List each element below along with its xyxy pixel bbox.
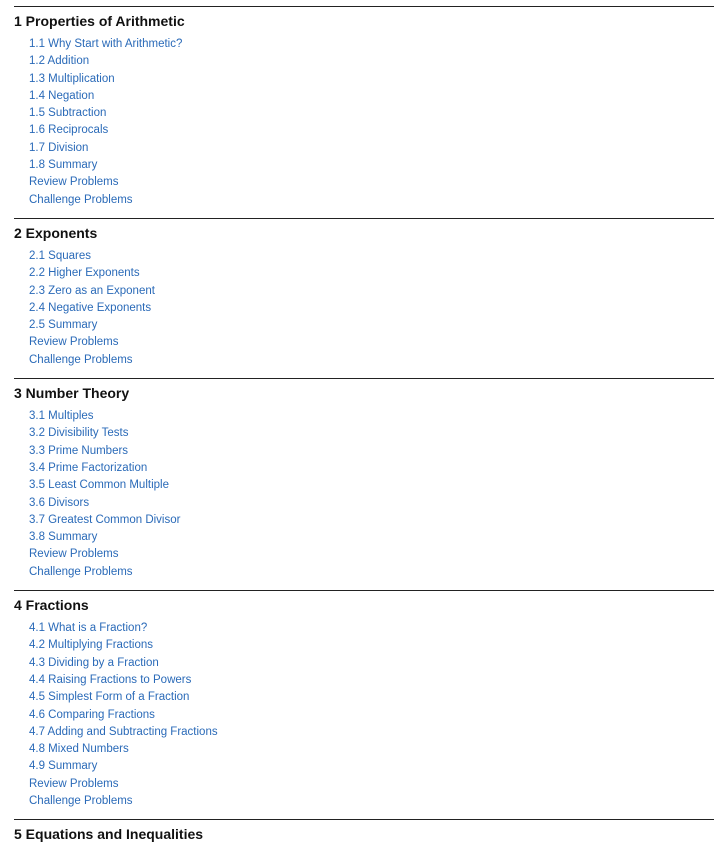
list-item — [29, 477, 714, 494]
list-item — [29, 564, 714, 581]
list-item — [29, 265, 714, 282]
list-item — [29, 443, 714, 460]
section-link[interactable]: 2.5 Summary — [29, 319, 98, 332]
section-link[interactable]: Challenge Problems — [29, 353, 133, 366]
section-link[interactable]: 4.7 Adding and Subtracting Fractions — [29, 725, 218, 738]
list-item — [29, 105, 714, 122]
section-link[interactable]: 2.2 Higher Exponents — [29, 267, 140, 280]
chapter — [14, 6, 714, 209]
list-item — [29, 140, 714, 157]
section-link[interactable]: 3.3 Prime Numbers — [29, 444, 129, 457]
section-link[interactable]: 4.4 Raising Fractions to Powers — [29, 673, 192, 686]
chapter-title: 5 Equations and Inequalities — [14, 826, 204, 843]
section-link[interactable]: 1.5 Subtraction — [29, 107, 107, 120]
section-link[interactable]: 1.8 Summary — [29, 159, 98, 172]
list-item — [29, 637, 714, 654]
section-link[interactable]: 4.6 Comparing Fractions — [29, 708, 155, 721]
section-link[interactable]: 1.6 Reciprocals — [29, 124, 109, 137]
section-link[interactable]: Challenge Problems — [29, 565, 133, 578]
list-item — [29, 317, 714, 334]
list-item — [29, 776, 714, 793]
section-link[interactable]: Review Problems — [29, 176, 119, 189]
list-item — [29, 408, 714, 425]
section-link[interactable]: 3.4 Prime Factorization — [29, 461, 148, 474]
section-list — [14, 36, 714, 209]
chapter-title: 3 Number Theory — [14, 385, 130, 402]
section-list — [14, 248, 714, 369]
list-item — [29, 248, 714, 265]
section-link[interactable]: Challenge Problems — [29, 193, 133, 206]
section-link[interactable]: 4.3 Dividing by a Fraction — [29, 656, 159, 669]
section-link[interactable]: Challenge Problems — [29, 794, 133, 807]
list-item — [29, 300, 714, 317]
list-item — [29, 352, 714, 369]
list-item — [29, 689, 714, 706]
list-item — [29, 495, 714, 512]
section-link[interactable]: 4.8 Mixed Numbers — [29, 743, 129, 756]
list-item — [29, 53, 714, 70]
section-link[interactable]: 1.7 Division — [29, 141, 89, 154]
section-link[interactable]: 2.4 Negative Exponents — [29, 301, 152, 314]
list-item — [29, 157, 714, 174]
chapter — [14, 218, 714, 369]
section-link[interactable]: 3.1 Multiples — [29, 410, 94, 423]
section-link[interactable]: 1.3 Multiplication — [29, 72, 115, 85]
section-list — [14, 408, 714, 581]
list-item — [29, 460, 714, 477]
section-link[interactable]: 1.2 Addition — [29, 55, 90, 68]
chapter — [14, 590, 714, 810]
section-link[interactable]: 3.6 Divisors — [29, 496, 90, 509]
list-item — [29, 192, 714, 209]
section-link[interactable]: 4.1 What is a Fraction? — [29, 622, 148, 635]
chapter — [14, 378, 714, 581]
list-item — [29, 283, 714, 300]
chapter-title: 1 Properties of Arithmetic — [14, 13, 185, 29]
list-item — [29, 122, 714, 139]
list-item — [29, 529, 714, 546]
section-link[interactable]: Review Problems — [29, 548, 119, 561]
section-link[interactable]: Review Problems — [29, 777, 119, 790]
section-link[interactable]: 2.1 Squares — [29, 249, 92, 262]
list-item — [29, 425, 714, 442]
list-item — [29, 741, 714, 758]
section-link[interactable]: 1.4 Negation — [29, 89, 95, 102]
list-item — [29, 793, 714, 810]
section-link[interactable]: 1.1 Why Start with Arithmetic? — [29, 38, 183, 50]
list-item — [29, 546, 714, 563]
list-item — [29, 36, 714, 53]
section-link[interactable]: 3.5 Least Common Multiple — [29, 479, 169, 492]
chapter — [14, 819, 714, 849]
list-item — [29, 672, 714, 689]
list-item — [29, 724, 714, 741]
list-item — [29, 174, 714, 191]
list-item — [29, 758, 714, 775]
list-item — [29, 620, 714, 637]
section-link[interactable]: 4.2 Multiplying Fractions — [29, 639, 153, 652]
list-item — [29, 334, 714, 351]
list-item — [29, 655, 714, 672]
section-link[interactable]: 4.9 Summary — [29, 760, 98, 773]
list-item — [29, 707, 714, 724]
list-item — [29, 512, 714, 529]
section-list — [14, 620, 714, 810]
section-link[interactable]: 3.8 Summary — [29, 531, 98, 544]
list-item — [29, 71, 714, 88]
list-item — [29, 88, 714, 105]
section-link[interactable]: 2.3 Zero as an Exponent — [29, 284, 155, 297]
section-link[interactable]: 3.2 Divisibility Tests — [29, 427, 129, 440]
section-link[interactable]: Review Problems — [29, 336, 119, 349]
section-link[interactable]: 4.5 Simplest Form of a Fraction — [29, 691, 190, 704]
chapter-title: 2 Exponents — [14, 224, 98, 241]
section-link[interactable]: 3.7 Greatest Common Divisor — [29, 513, 181, 526]
chapter-title: 4 Fractions — [14, 597, 89, 614]
